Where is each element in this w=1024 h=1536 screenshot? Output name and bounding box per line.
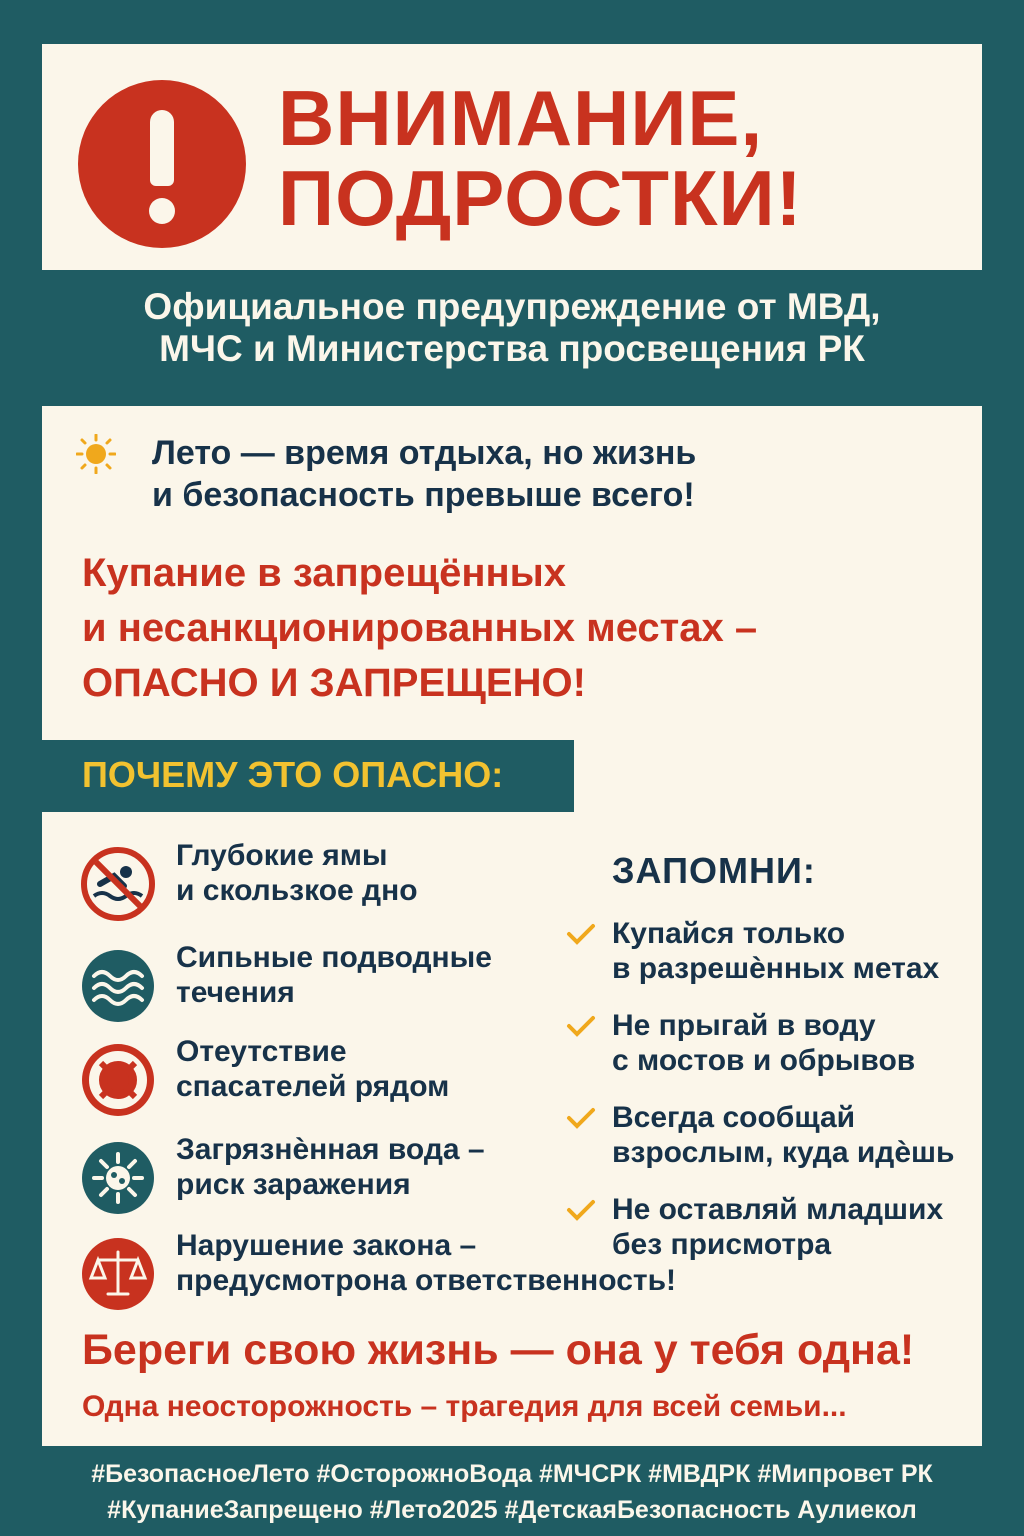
intro-line-2: и безопасность превыше всего! — [152, 476, 695, 514]
danger-line-2: предусмотрона ответственность! — [176, 1264, 677, 1297]
checkmark-icon — [566, 1106, 596, 1130]
tip-line-2: с мостов и обрывов — [612, 1044, 916, 1077]
danger-line-1: Отеутствие — [176, 1035, 347, 1068]
tip-line-1: Не оставляй младших — [612, 1193, 944, 1226]
closing-headline: Береги свою жизнь — она у тебя одна! — [82, 1326, 915, 1374]
danger-line-1: Нарушение закона – — [176, 1229, 477, 1262]
tip-line-1: Не прыгай в воду — [612, 1009, 876, 1042]
closing-subline: Одна неосторожность – трагедия для всей семьи... — [82, 1390, 847, 1423]
tip-line-2: взрослым, куда идѐшь — [612, 1136, 955, 1169]
danger-line-2: спасателей рядом — [176, 1070, 450, 1103]
tip-line-2: в разрешѐнных метах — [612, 952, 940, 985]
warning-line-2: и несанкционированных местах – — [82, 606, 758, 650]
danger-item — [80, 1228, 680, 1318]
danger-line-2: течения — [176, 976, 295, 1009]
tip-text — [612, 1100, 982, 1170]
title-line-1: ВНИМАНИЕ, — [278, 74, 764, 162]
hashtags-line-2: #КупаниеЗапрещено #Лето2025 #ДетскаяБезопасность Аулиекол — [107, 1496, 917, 1524]
tip-line-1: Купайся только — [612, 917, 846, 950]
danger-line-1: Загрязнѐнная вода – — [176, 1133, 485, 1166]
tip-text — [612, 1192, 982, 1262]
subtitle-line-1: Официальное предупреждение от МВД, — [143, 286, 881, 327]
intro-line-1: Лето — время отдыха, но жизнь — [152, 434, 697, 472]
sun-icon — [76, 434, 116, 474]
exclamation-icon — [78, 80, 246, 248]
tip-text — [612, 1008, 982, 1078]
danger-item — [80, 838, 680, 928]
danger-line-1: Сипьные подводные — [176, 941, 492, 974]
subtitle-line-2: МЧС и Министерства просвещения РК — [159, 328, 865, 369]
scales-icon — [80, 1236, 156, 1312]
warning-line-3: ОПАСНО И ЗАПРЕЩЕНО! — [82, 661, 586, 705]
no-swimming-icon — [80, 846, 156, 922]
tip-line-2: без присмотра — [612, 1228, 832, 1261]
tip-text — [612, 916, 982, 986]
title-line-2: ПОДРОСТКИ! — [278, 154, 803, 242]
danger-line-2: риск заражения — [176, 1168, 411, 1201]
lifebuoy-icon — [80, 1042, 156, 1118]
virus-icon — [80, 1140, 156, 1216]
danger-line-1: Глубокие ямы — [176, 839, 388, 872]
page-title — [278, 74, 978, 242]
main-panel — [42, 406, 982, 1446]
hashtags — [20, 1456, 1004, 1528]
why-title: ПОЧЕМУ ЭТО ОПАСНО: — [82, 754, 504, 795]
subtitle — [42, 286, 982, 370]
remember-title: ЗАПОМНИ: — [612, 850, 816, 891]
checkmark-icon — [566, 1014, 596, 1038]
checkmark-icon — [566, 1198, 596, 1222]
danger-line-2: и скользкое дно — [176, 874, 418, 907]
waves-icon — [80, 948, 156, 1024]
intro-text — [152, 432, 952, 516]
why-banner — [42, 740, 574, 812]
warning-line-1: Купание в запрещённых — [82, 551, 567, 595]
header-panel — [42, 44, 982, 270]
checkmark-icon — [566, 922, 596, 946]
hashtags-line-1: #БезопасноеЛето #ОсторожноВода #МЧСРК #МВДРК #Мипровет РК — [91, 1460, 933, 1488]
warning-text — [82, 546, 952, 711]
tip-line-1: Всегда сообщай — [612, 1101, 856, 1134]
